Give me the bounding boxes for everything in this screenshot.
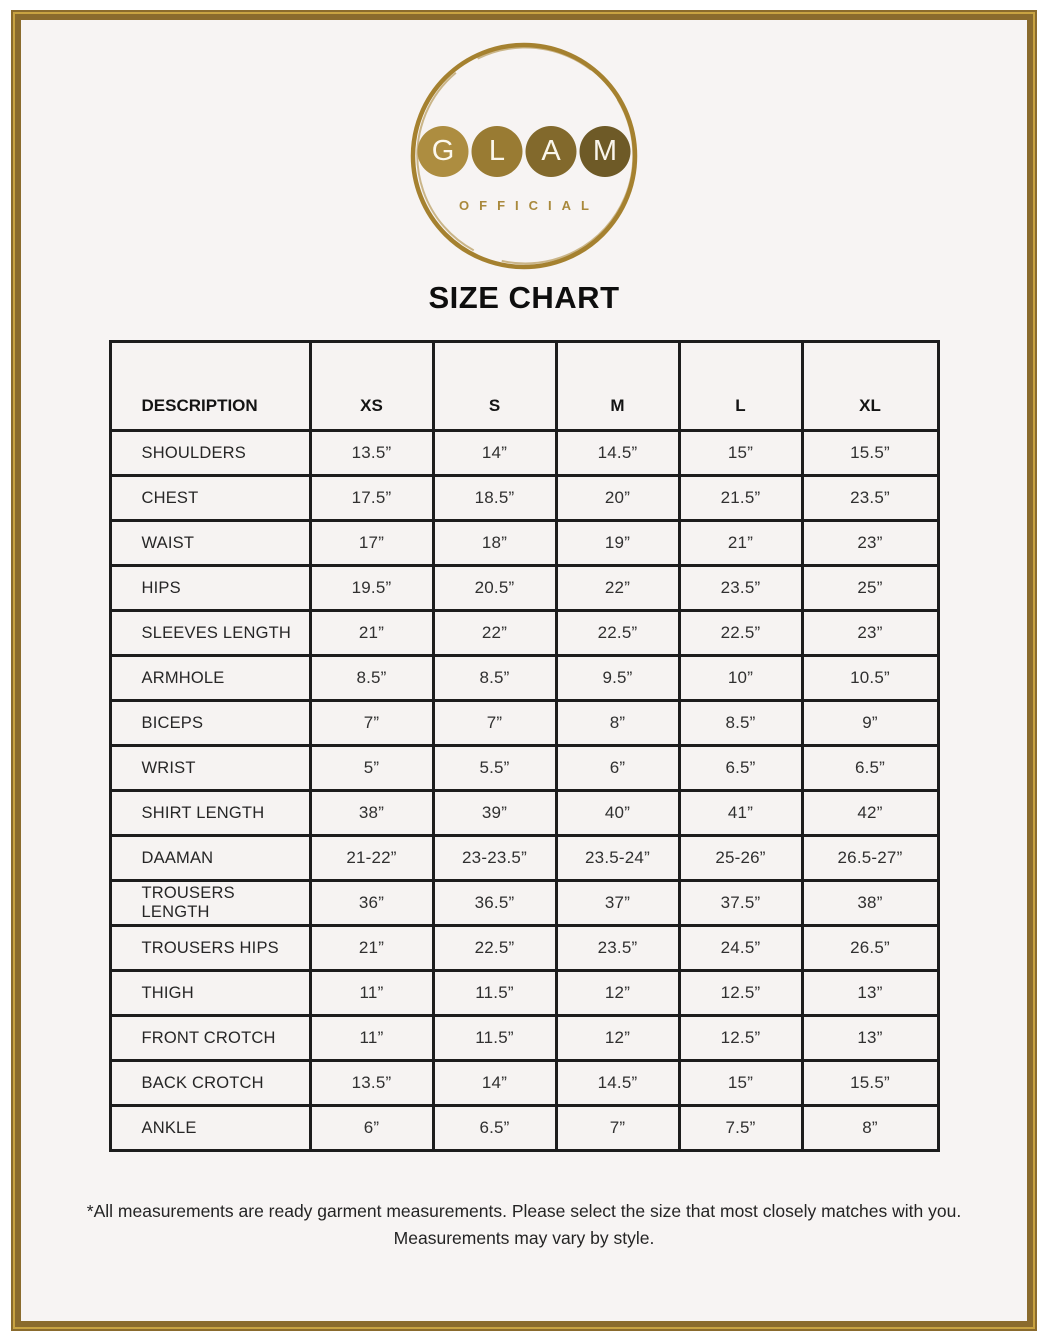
measurement-cell: 15” (679, 1061, 802, 1106)
measurement-cell: 25” (802, 566, 938, 611)
measurement-cell: 14” (433, 1061, 556, 1106)
measurement-cell: 26.5” (802, 926, 938, 971)
measurement-cell: 38” (802, 881, 938, 926)
column-header-size: L (679, 342, 802, 431)
row-label: SHOULDERS (110, 431, 310, 476)
measurement-cell: 11.5” (433, 1016, 556, 1061)
measurement-cell: 8” (802, 1106, 938, 1151)
logo-letters (418, 126, 631, 177)
row-label: ANKLE (110, 1106, 310, 1151)
measurement-cell: 7.5” (679, 1106, 802, 1151)
size-table (109, 340, 940, 1152)
table-row (110, 656, 938, 701)
table-header-row (110, 342, 938, 431)
measurement-cell: 20” (556, 476, 679, 521)
table-row (110, 881, 938, 926)
table-row (110, 521, 938, 566)
measurement-cell: 12.5” (679, 1016, 802, 1061)
measurement-cell: 7” (310, 701, 433, 746)
row-label: HIPS (110, 566, 310, 611)
logo-letter: A (541, 135, 561, 167)
measurement-cell: 9.5” (556, 656, 679, 701)
measurement-cell: 22” (433, 611, 556, 656)
measurement-cell: 15” (679, 431, 802, 476)
measurement-cell: 12” (556, 1016, 679, 1061)
measurement-cell: 36” (310, 881, 433, 926)
measurement-cell: 12” (556, 971, 679, 1016)
column-header-size: XS (310, 342, 433, 431)
row-label: FRONT CROTCH (110, 1016, 310, 1061)
row-label: ARMHOLE (110, 656, 310, 701)
size-table-body (110, 431, 938, 1151)
table-row (110, 1061, 938, 1106)
measurement-cell: 15.5” (802, 1061, 938, 1106)
logo-letter-circle (526, 126, 577, 177)
measurement-cell: 40” (556, 791, 679, 836)
measurement-cell: 13.5” (310, 1061, 433, 1106)
measurement-cell: 38” (310, 791, 433, 836)
measurement-cell: 11” (310, 971, 433, 1016)
row-label: DAAMAN (110, 836, 310, 881)
measurement-cell: 14.5” (556, 1061, 679, 1106)
brand-logo (405, 38, 643, 274)
measurement-cell: 13.5” (310, 431, 433, 476)
measurement-cell: 21” (310, 611, 433, 656)
row-label: SLEEVES LENGTH (110, 611, 310, 656)
measurement-cell: 23.5” (679, 566, 802, 611)
measurement-cell: 21” (310, 926, 433, 971)
row-label: TROUSERS LENGTH (110, 881, 310, 926)
measurement-cell: 37” (556, 881, 679, 926)
column-header-size: M (556, 342, 679, 431)
measurement-cell: 19.5” (310, 566, 433, 611)
content-area (15, 14, 1033, 1327)
table-row (110, 701, 938, 746)
table-row (110, 1106, 938, 1151)
row-label: BICEPS (110, 701, 310, 746)
table-row (110, 791, 938, 836)
measurement-cell: 18” (433, 521, 556, 566)
measurement-cell: 21.5” (679, 476, 802, 521)
disclaimer-line-2: Measurements may vary by style. (393, 1228, 655, 1249)
measurement-cell: 8” (556, 701, 679, 746)
measurement-cell: 7” (433, 701, 556, 746)
measurement-cell: 23.5” (802, 476, 938, 521)
measurement-cell: 20.5” (433, 566, 556, 611)
row-label: TROUSERS HIPS (110, 926, 310, 971)
measurement-cell: 14” (433, 431, 556, 476)
measurement-disclaimer (84, 1198, 964, 1252)
measurement-cell: 37.5” (679, 881, 802, 926)
row-label: WAIST (110, 521, 310, 566)
measurement-cell: 13” (802, 971, 938, 1016)
logo-letter: G (431, 135, 455, 167)
inner-gold-highlight-frame (13, 12, 1035, 1329)
row-label: THIGH (110, 971, 310, 1016)
logo-subtitle: OFFICIAL (459, 198, 599, 213)
row-label: SHIRT LENGTH (110, 791, 310, 836)
measurement-cell: 8.5” (310, 656, 433, 701)
logo-letter: M (592, 135, 618, 167)
table-row (110, 926, 938, 971)
measurement-cell: 8.5” (433, 656, 556, 701)
disclaimer-line-1: *All measurements are ready garment measurements. Please select the size that most closely matches with you. (86, 1201, 962, 1221)
measurement-cell: 11.5” (433, 971, 556, 1016)
measurement-cell: 18.5” (433, 476, 556, 521)
measurement-cell: 6.5” (433, 1106, 556, 1151)
measurement-cell: 9” (802, 701, 938, 746)
measurement-cell: 13” (802, 1016, 938, 1061)
measurement-cell: 36.5” (433, 881, 556, 926)
measurement-cell: 23.5-24” (556, 836, 679, 881)
measurement-cell: 14.5” (556, 431, 679, 476)
table-row (110, 971, 938, 1016)
table-row (110, 476, 938, 521)
measurement-cell: 17.5” (310, 476, 433, 521)
measurement-cell: 22.5” (433, 926, 556, 971)
table-row (110, 746, 938, 791)
measurement-cell: 19” (556, 521, 679, 566)
outer-gold-frame (11, 10, 1037, 1331)
table-row (110, 611, 938, 656)
measurement-cell: 23” (802, 521, 938, 566)
table-row (110, 431, 938, 476)
measurement-cell: 24.5” (679, 926, 802, 971)
row-label: BACK CROTCH (110, 1061, 310, 1106)
measurement-cell: 6.5” (679, 746, 802, 791)
measurement-cell: 5.5” (433, 746, 556, 791)
measurement-cell: 6.5” (802, 746, 938, 791)
measurement-cell: 25-26” (679, 836, 802, 881)
measurement-cell: 6” (556, 746, 679, 791)
measurement-cell: 21” (679, 521, 802, 566)
measurement-cell: 41” (679, 791, 802, 836)
measurement-cell: 23-23.5” (433, 836, 556, 881)
measurement-cell: 22.5” (679, 611, 802, 656)
logo-letter-circle (580, 126, 631, 177)
measurement-cell: 6” (310, 1106, 433, 1151)
measurement-cell: 26.5-27” (802, 836, 938, 881)
measurement-cell: 23” (802, 611, 938, 656)
measurement-cell: 39” (433, 791, 556, 836)
measurement-cell: 22.5” (556, 611, 679, 656)
measurement-cell: 21-22” (310, 836, 433, 881)
measurement-cell: 22” (556, 566, 679, 611)
logo-letter-circle (472, 126, 523, 177)
measurement-cell: 10” (679, 656, 802, 701)
column-header-size: S (433, 342, 556, 431)
measurement-cell: 17” (310, 521, 433, 566)
row-label: WRIST (110, 746, 310, 791)
measurement-cell: 12.5” (679, 971, 802, 1016)
row-label: CHEST (110, 476, 310, 521)
measurement-cell: 11” (310, 1016, 433, 1061)
table-row (110, 836, 938, 881)
measurement-cell: 7” (556, 1106, 679, 1151)
table-row (110, 566, 938, 611)
column-header-size: XL (802, 342, 938, 431)
measurement-cell: 8.5” (679, 701, 802, 746)
logo-letter: L (488, 135, 506, 167)
page-title: SIZE CHART (428, 280, 620, 315)
measurement-cell: 23.5” (556, 926, 679, 971)
measurement-cell: 15.5” (802, 431, 938, 476)
table-row (110, 1016, 938, 1061)
logo-letter-circle (418, 126, 469, 177)
measurement-cell: 5” (310, 746, 433, 791)
measurement-cell: 10.5” (802, 656, 938, 701)
column-header-description: DESCRIPTION (110, 342, 310, 431)
measurement-cell: 42” (802, 791, 938, 836)
